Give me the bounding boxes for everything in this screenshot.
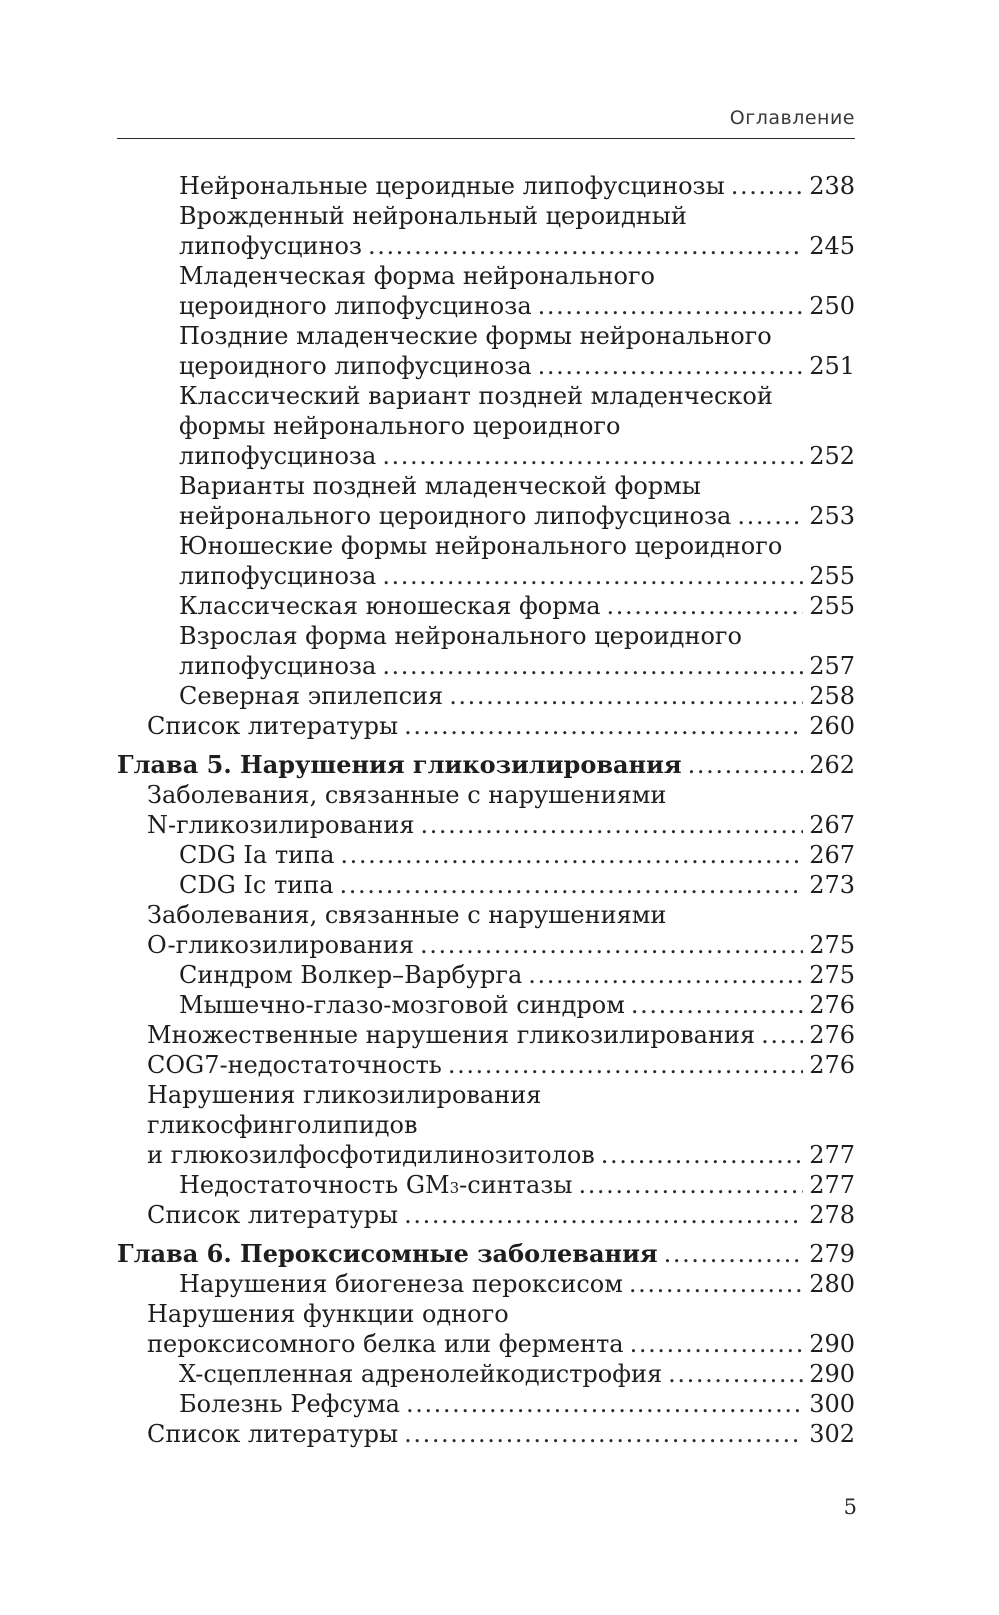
dot-leader	[630, 1329, 804, 1359]
dot-leader	[528, 960, 803, 990]
toc-entry-last-line	[147, 930, 855, 960]
toc-page-number: 258	[809, 682, 855, 710]
toc-page-number: 278	[809, 1201, 855, 1229]
toc-entry-title: Список литературы	[147, 712, 399, 740]
toc-entry-title-line: гликосфинголипидов	[147, 1111, 418, 1139]
dot-leader	[578, 1170, 803, 1200]
dot-leader	[340, 840, 803, 870]
dot-leader	[340, 870, 804, 900]
toc-page-number: 253	[809, 502, 855, 530]
toc-entry	[117, 1050, 855, 1080]
toc-page-number: 280	[809, 1270, 855, 1298]
toc-page-number: 262	[809, 751, 855, 779]
toc-entry-title: O-гликозилирования	[147, 931, 415, 959]
toc-entry	[117, 261, 855, 321]
toc-entry-title: Северная эпилепсия	[179, 682, 444, 710]
dot-leader	[406, 1389, 803, 1419]
toc-entry-last-line	[179, 441, 855, 471]
toc-entry-title-line: Поздние младенческие формы нейронального	[179, 322, 772, 350]
toc-page-number: 267	[809, 811, 855, 839]
toc-entry-title: CDG Ic типа	[179, 871, 334, 899]
dot-leader	[631, 990, 803, 1020]
toc-entry-title: липофусциноза	[179, 652, 377, 680]
toc-entry-title: Список литературы	[147, 1201, 399, 1229]
toc-entry-title-line: Заболевания, связанные с нарушениями	[147, 901, 667, 929]
dot-leader	[668, 1359, 803, 1389]
toc-entry-title: липофусциноз	[179, 232, 362, 260]
toc-entry	[117, 381, 855, 471]
toc-entry	[117, 1299, 855, 1359]
toc-page-number: 273	[809, 871, 855, 899]
table-of-contents	[117, 171, 855, 1449]
dot-leader	[449, 681, 803, 711]
toc-page-number: 252	[809, 442, 855, 470]
toc-entry-title: цероидного липофусциноза	[179, 292, 532, 320]
toc-entry	[117, 201, 855, 261]
toc-entry-title-line: Заболевания, связанные с нарушениями	[147, 781, 667, 809]
toc-chapter-entry	[117, 750, 855, 780]
toc-entry-title: и глюкозилфосфотидилинозитолов	[147, 1141, 595, 1169]
toc-entry-title-line: Юношеские формы нейронального цероидного	[179, 532, 783, 560]
toc-page-number: 257	[809, 652, 855, 680]
dot-leader	[382, 651, 803, 681]
dot-leader	[664, 1239, 804, 1269]
toc-entry-last-line	[179, 651, 855, 681]
toc-entry	[117, 1359, 855, 1389]
toc-page-number: 275	[809, 931, 855, 959]
toc-entry-title-line: Взрослая форма нейронального цероидного	[179, 622, 742, 650]
toc-entry-title: нейронального цероидного липофусциноза	[179, 502, 732, 530]
toc-entry	[117, 621, 855, 681]
dot-leader	[368, 231, 803, 261]
page-number: 5	[843, 1495, 857, 1519]
toc-entry	[117, 1200, 855, 1230]
toc-entry	[117, 591, 855, 621]
toc-entry-title-line: Нарушения гликозилирования	[147, 1081, 542, 1109]
toc-entry-title: X-сцепленная адренолейкодистрофия	[179, 1360, 663, 1388]
toc-entry-title: Классическая юношеская форма	[179, 592, 601, 620]
dot-leader	[420, 930, 803, 960]
toc-page-number: 255	[809, 592, 855, 620]
dot-leader	[404, 1200, 803, 1230]
dot-leader	[737, 501, 803, 531]
header-rule	[117, 138, 855, 139]
toc-page-number: 290	[809, 1360, 855, 1388]
running-header-title: Оглавление	[729, 107, 855, 129]
toc-page-number: 238	[809, 172, 855, 200]
dot-leader	[448, 1050, 803, 1080]
toc-entry	[117, 840, 855, 870]
toc-entry	[117, 870, 855, 900]
toc-entry	[117, 171, 855, 201]
dot-leader	[382, 561, 803, 591]
dot-leader	[404, 1419, 803, 1449]
toc-entry	[117, 900, 855, 960]
toc-entry-title: Болезнь Рефсума	[179, 1390, 400, 1418]
toc-page-number: 250	[809, 292, 855, 320]
toc-entry-last-line	[179, 231, 855, 261]
toc-entry-title: Недостаточность GM	[179, 1171, 450, 1199]
toc-chapter-entry	[117, 1239, 855, 1269]
dot-leader	[761, 1020, 803, 1050]
toc-entry-title: Нарушения биогенеза пероксисом	[179, 1270, 623, 1298]
toc-entry	[117, 531, 855, 591]
toc-entry-title: CDG Ia типа	[179, 841, 335, 869]
toc-entry-title: Множественные нарушения гликозилирования	[147, 1021, 756, 1049]
toc-entry-title-line: Классический вариант поздней младенческой	[179, 382, 773, 410]
toc-entry-title: Глава 6. Пероксисомные заболевания	[117, 1239, 658, 1268]
toc-page-number: 276	[809, 991, 855, 1019]
dot-leader	[607, 591, 804, 621]
toc-entry-title: COG7-недостаточность	[147, 1051, 442, 1079]
toc-entry	[117, 1020, 855, 1050]
toc-entry	[117, 471, 855, 531]
toc-entry-title-line: Варианты поздней младенческой формы	[179, 472, 701, 500]
dot-leader	[420, 810, 803, 840]
toc-entry	[117, 681, 855, 711]
toc-entry	[117, 780, 855, 840]
toc-entry-title: липофусциноза	[179, 442, 377, 470]
toc-page-number: 277	[809, 1141, 855, 1169]
dot-leader	[538, 291, 804, 321]
toc-entry-title-line: Нарушения функции одного	[147, 1300, 509, 1328]
toc-entry	[117, 1269, 855, 1299]
toc-entry-title-line: формы нейронального цероидного	[179, 412, 621, 440]
toc-entry-title-line: Врожденный нейрональный цероидный	[179, 202, 687, 230]
dot-leader	[731, 171, 803, 201]
dot-leader	[629, 1269, 803, 1299]
toc-entry-last-line	[147, 1329, 855, 1359]
toc-page-number: 300	[809, 1390, 855, 1418]
toc-entry-title: Синдром Волкер–Варбурга	[179, 961, 523, 989]
toc-entry-title: Мышечно-глазо-мозговой синдром	[179, 991, 625, 1019]
toc-page-number: 260	[809, 712, 855, 740]
toc-page-number: 251	[809, 352, 855, 380]
dot-leader	[404, 711, 803, 741]
toc-entry-last-line	[179, 351, 855, 381]
toc-page-number: 290	[809, 1330, 855, 1358]
dot-leader	[538, 351, 804, 381]
dot-leader	[601, 1140, 803, 1170]
dot-leader	[382, 441, 803, 471]
toc-entry-title: Список литературы	[147, 1420, 399, 1448]
toc-entry-title-line: Младенческая форма нейронального	[179, 262, 655, 290]
toc-entry	[117, 960, 855, 990]
toc-entry	[117, 1389, 855, 1419]
toc-entry-title: Нейрональные цероидные липофусцинозы	[179, 172, 725, 200]
toc-entry-last-line	[147, 810, 855, 840]
toc-entry: Недостаточность GM 3 -синтазы ..... 277	[117, 1170, 855, 1200]
toc-entry	[117, 1080, 855, 1170]
toc-entry	[117, 711, 855, 741]
toc-page-number: 255	[809, 562, 855, 590]
toc-page-number: 302	[809, 1420, 855, 1448]
toc-page-number: 276	[809, 1021, 855, 1049]
toc-page-number: 279	[809, 1240, 855, 1268]
toc-entry-last-line	[179, 561, 855, 591]
toc-entry-title: пероксисомного белка или фермента	[147, 1330, 624, 1358]
toc-entry-last-line	[147, 1140, 855, 1170]
toc-entry-title: липофусциноза	[179, 562, 377, 590]
toc-page-number: 245	[809, 232, 855, 260]
toc-page-number: 277	[809, 1171, 855, 1199]
toc-page-number: 275	[809, 961, 855, 989]
toc-entry-title: N-гликозилирования	[147, 811, 415, 839]
toc-entry	[117, 990, 855, 1020]
dot-leader	[688, 750, 804, 780]
toc-entry-title: цероидного липофусциноза	[179, 352, 532, 380]
toc-entry-last-line	[179, 291, 855, 321]
toc-entry	[117, 321, 855, 381]
toc-page-number: 276	[809, 1051, 855, 1079]
toc-page-number: 267	[809, 841, 855, 869]
toc-entry-title: Глава 5. Нарушения гликозилирования	[117, 750, 682, 779]
toc-entry-last-line	[179, 501, 855, 531]
toc-entry	[117, 1419, 855, 1449]
toc-entry-title-suffix: -синтазы	[459, 1171, 573, 1199]
